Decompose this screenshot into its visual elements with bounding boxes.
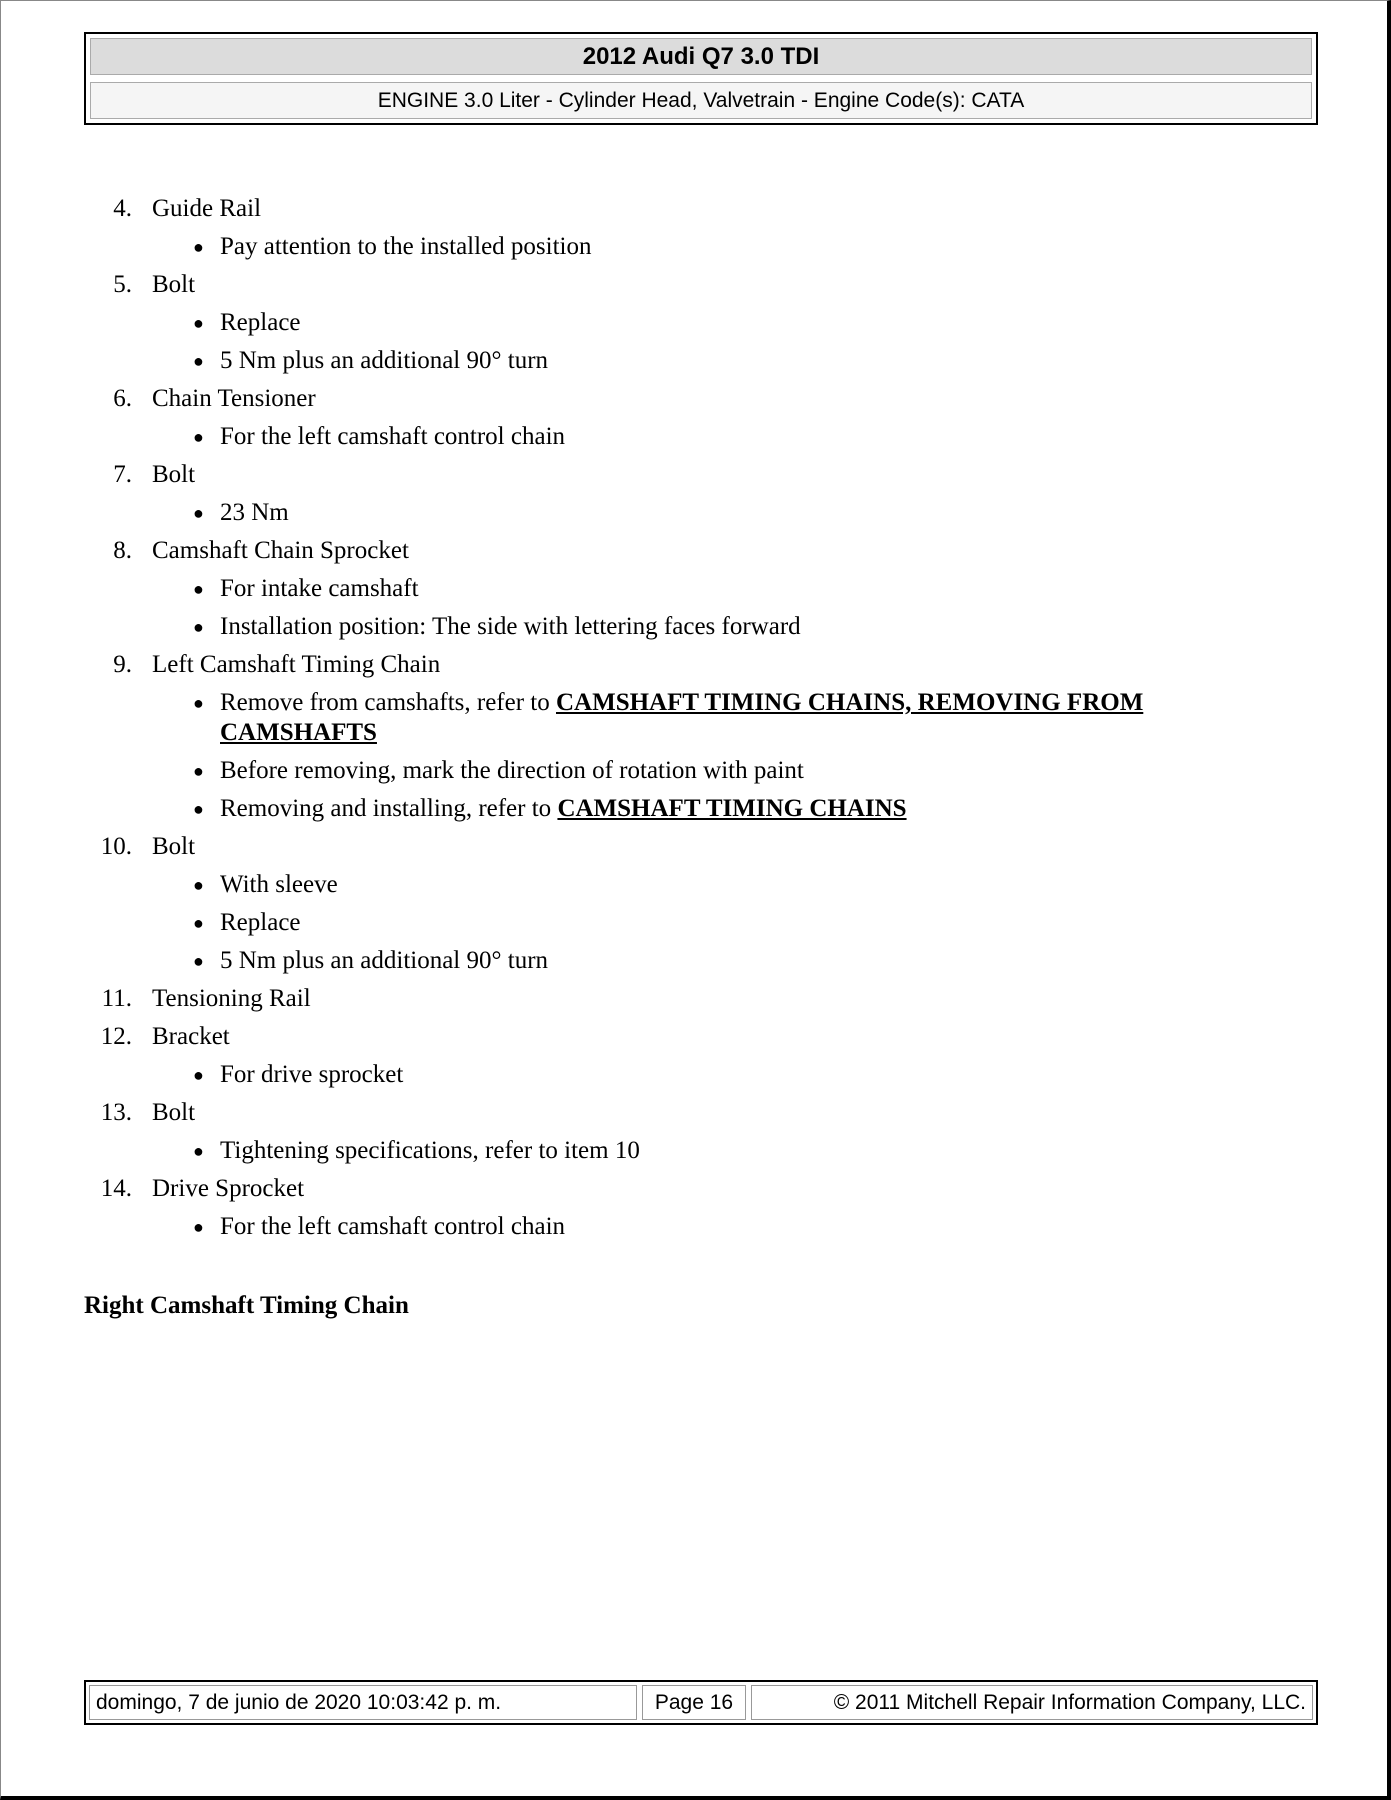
sub-item: ● For drive sprocket — [84, 1056, 1318, 1094]
sub-item: ● For the left camshaft control chain — [84, 1208, 1318, 1246]
item-label: Bolt — [152, 461, 196, 488]
sub-item: ● Replace — [84, 904, 1318, 942]
section-heading: Right Camshaft Timing Chain — [84, 1292, 409, 1319]
document-subtitle: ENGINE 3.0 Liter - Cylinder Head, Valvetrain - Engine Code(s): CATA — [90, 82, 1312, 119]
sub-item: ● Replace — [84, 304, 1318, 342]
sub-item: ● Remove from camshafts, refer to CAMSHAFT TIMING CHAINS, REMOVING FROM CAMSHAFTS — [84, 684, 1318, 752]
document-header — [84, 32, 1318, 125]
bullet-icon: ● — [193, 913, 204, 933]
list-item — [84, 646, 1318, 684]
sub-item: ● Removing and installing, refer to CAMSHAFT TIMING CHAINS — [84, 790, 1318, 828]
sub-item: ● For intake camshaft — [84, 570, 1318, 608]
item-label: Bolt — [152, 1099, 196, 1126]
item-label: Chain Tensioner — [152, 385, 316, 412]
item-number: 13. — [100, 1099, 132, 1126]
item-label: Tensioning Rail — [152, 985, 311, 1012]
component-list — [84, 190, 1318, 1246]
bullet-icon: ● — [193, 1065, 204, 1085]
bullet-icon: ● — [193, 951, 204, 971]
item-number: 9. — [113, 651, 132, 678]
bullet-icon: ● — [193, 693, 204, 713]
bullet-icon: ● — [193, 351, 204, 371]
item-label: Drive Sprocket — [152, 1175, 305, 1202]
item-label: Guide Rail — [152, 195, 262, 222]
item-label: Left Camshaft Timing Chain — [152, 651, 441, 678]
sub-item: ● Pay attention to the installed position — [84, 228, 1318, 266]
sub-item: ● Tightening specifications, refer to item 10 — [84, 1132, 1318, 1170]
footer-copyright: © 2011 Mitchell Repair Information Company, LLC. — [751, 1685, 1313, 1720]
bullet-icon: ● — [193, 799, 204, 819]
camshaft-timing-chains-link[interactable]: CAMSHAFT TIMING CHAINS — [557, 795, 907, 822]
list-item — [84, 190, 1318, 228]
sub-item: ● 23 Nm — [84, 494, 1318, 532]
footer-date: domingo, 7 de junio de 2020 10:03:42 p. m. — [89, 1685, 637, 1720]
document-footer — [84, 1680, 1318, 1725]
bullet-icon: ● — [193, 1217, 204, 1237]
sub-item: ● Before removing, mark the direction of rotation with paint — [84, 752, 1318, 790]
item-number: 5. — [113, 271, 132, 298]
sub-item: ● For the left camshaft control chain — [84, 418, 1318, 456]
sub-item: ● 5 Nm plus an additional 90° turn — [84, 942, 1318, 980]
list-item — [84, 828, 1318, 866]
item-label: Camshaft Chain Sprocket — [152, 537, 409, 564]
item-label: Bracket — [152, 1023, 230, 1050]
sub-item: ● With sleeve — [84, 866, 1318, 904]
bullet-icon: ● — [193, 427, 204, 447]
item-number: 12. — [100, 1023, 132, 1050]
item-number: 8. — [113, 537, 132, 564]
item-number: 11. — [101, 985, 132, 1012]
list-item — [84, 980, 1318, 1018]
sub-item: ● Installation position: The side with lettering faces forward — [84, 608, 1318, 646]
item-number: 6. — [113, 385, 132, 412]
item-number: 14. — [100, 1175, 132, 1202]
item-number: 4. — [113, 195, 132, 222]
footer-page-number: Page 16 — [642, 1685, 746, 1720]
bullet-icon: ● — [193, 503, 204, 523]
document-title: 2012 Audi Q7 3.0 TDI — [90, 38, 1312, 75]
camshaft-timing-chains-removing-link[interactable]: CAMSHAFT TIMING CHAINS, REMOVING FROM CAMSHAFTS — [220, 689, 1144, 746]
item-label: Bolt — [152, 271, 196, 298]
list-item — [84, 532, 1318, 570]
list-item — [84, 266, 1318, 304]
list-item — [84, 1018, 1318, 1056]
bullet-icon: ● — [193, 761, 204, 781]
bullet-icon: ● — [193, 1141, 204, 1161]
list-item — [84, 1170, 1318, 1208]
item-number: 10. — [100, 833, 132, 860]
item-label: Bolt — [152, 833, 196, 860]
bullet-icon: ● — [193, 875, 204, 895]
list-item — [84, 1094, 1318, 1132]
bullet-icon: ● — [193, 237, 204, 257]
sub-item: ● 5 Nm plus an additional 90° turn — [84, 342, 1318, 380]
item-number: 7. — [113, 461, 132, 488]
bullet-icon: ● — [193, 579, 204, 599]
bullet-icon: ● — [193, 617, 204, 637]
list-item — [84, 456, 1318, 494]
list-item — [84, 380, 1318, 418]
bullet-icon: ● — [193, 313, 204, 333]
